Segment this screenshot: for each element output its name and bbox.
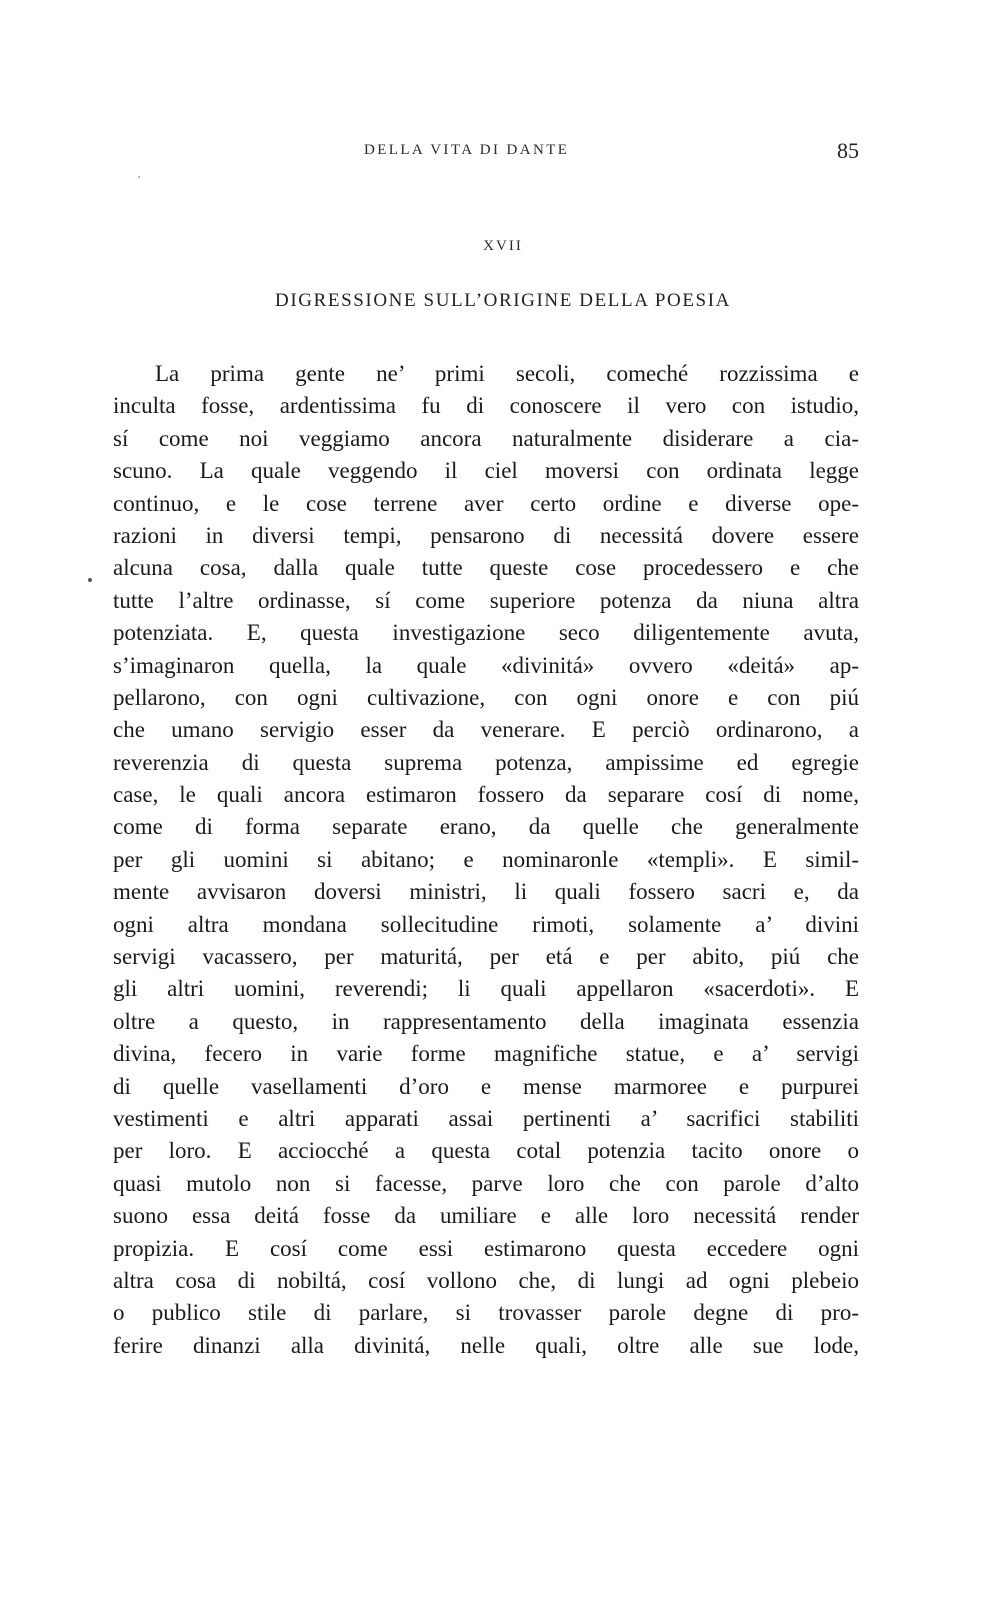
text-line: case, le quali ancora estimaron fossero da separare cosí di nome, [113, 782, 859, 808]
text-line: gli altri uomini, reverendi; li quali appellaron «sacerdoti». E [113, 976, 859, 1002]
text-line: scuno. La quale veggendo il ciel moversi con ordinata legge [113, 458, 859, 484]
text-line: ferire dinanzi alla divinitá, nelle quali, oltre alle sue lode, [113, 1332, 859, 1358]
text-line: reverenzia di questa suprema potenza, ampissime ed egregie [113, 749, 859, 775]
text-line: quasi mutolo non si facesse, parve loro che con parole d’alto [113, 1170, 859, 1196]
running-title: DELLA VITA DI DANTE [364, 142, 570, 158]
text-line: mente avvisaron doversi ministri, li quali fossero sacri e, da [113, 879, 859, 905]
body-paragraph [113, 358, 859, 1362]
text-line: oltre a questo, in rappresentamento della imaginata essenzia [113, 1008, 859, 1034]
text-line: servigi vacassero, per maturitá, per etá e per abito, piú che [113, 944, 859, 970]
text-line: suono essa deitá fosse da umiliare e alle loro necessitá render [113, 1203, 859, 1229]
text-line: o publico stile di parlare, si trovasser parole degne di pro- [113, 1300, 859, 1326]
text-line: come di forma separate erano, da quelle che generalmente [113, 814, 859, 840]
text-line: ogni altra mondana sollecitudine rimoti, solamente a’ divini [113, 911, 859, 937]
text-line: vestimenti e altri apparati assai pertinenti a’ sacrifici stabiliti [113, 1105, 859, 1131]
text-line: di quelle vasellamenti d’oro e mense marmoree e purpurei [113, 1073, 859, 1099]
text-line: per loro. E acciocché a questa cotal potenzia tacito onore o [113, 1138, 859, 1164]
text-line: sí come noi veggiamo ancora naturalmente disiderare a cia- [113, 425, 859, 451]
margin-dot [88, 578, 92, 582]
text-line: alcuna cosa, dalla quale tutte queste cose procedessero e che [113, 555, 859, 581]
text-line: potenziata. E, questa investigazione seco diligentemente avuta, [113, 620, 859, 646]
chapter-title: DIGRESSIONE SULL’ORIGINE DELLA POESIA [275, 290, 731, 311]
print-speck [138, 176, 140, 178]
chapter-number: XVII [483, 238, 523, 254]
text-line: che umano servigio esser da venerare. E perciò ordinarono, a [113, 717, 859, 743]
text-line: continuo, e le cose terrene aver certo ordine e diverse ope- [113, 490, 859, 516]
text-line: per gli uomini si abitano; e nominaronle «templi». E simil- [113, 846, 859, 872]
running-header [0, 140, 1006, 166]
text-line: pellarono, con ogni cultivazione, con ogni onore e con piú [113, 684, 859, 710]
text-line: inculta fosse, ardentissima fu di conoscere il vero con istudio, [113, 393, 859, 419]
text-line: razioni in diversi tempi, pensarono di necessitá dovere essere [113, 522, 859, 548]
text-line: tutte l’altre ordinasse, sí come superiore potenza da niuna altra [113, 587, 859, 613]
text-line: La prima gente ne’ primi secoli, comeché rozzissima e [155, 361, 859, 386]
page-number: 85 [837, 138, 859, 163]
text-line: altra cosa di nobiltá, cosí vollono che, di lungi ad ogni plebeio [113, 1267, 859, 1293]
text-line: s’imaginaron quella, la quale «divinitá» ovvero «deitá» ap- [113, 652, 859, 678]
text-line: divina, fecero in varie forme magnifiche statue, e a’ servigi [113, 1041, 859, 1067]
text-line: propizia. E cosí come essi estimarono questa eccedere ogni [113, 1235, 859, 1261]
